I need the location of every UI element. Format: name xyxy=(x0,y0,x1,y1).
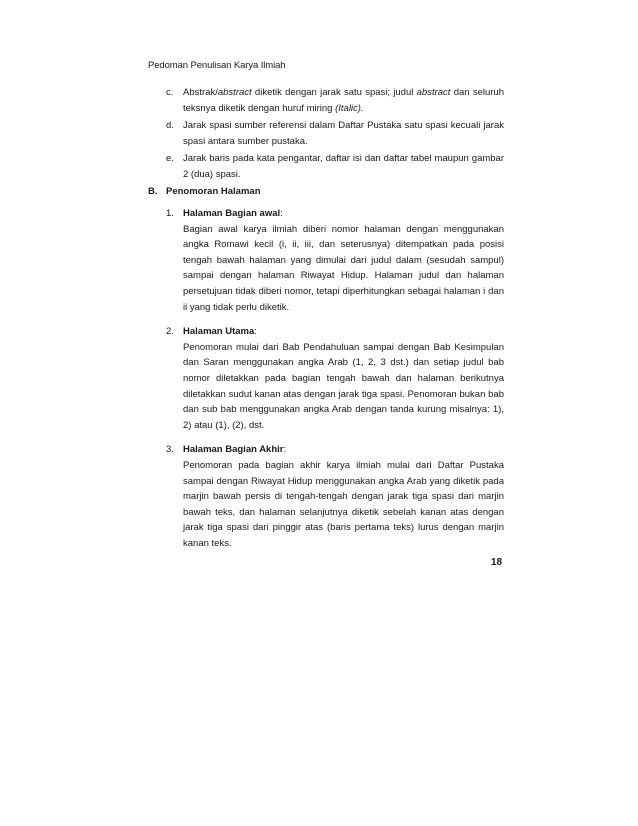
list-marker: 3. xyxy=(166,444,174,456)
item-title: Halaman Bagian awal xyxy=(183,208,281,219)
list-item xyxy=(166,206,504,315)
list-text: Abstrak/ xyxy=(183,87,218,98)
item-title-punct: : xyxy=(254,326,257,338)
item-body: Bagian awal karya ilmiah diberi nomor halaman dengan menggunakan angka Romawi kecil (i, ii, iii, dan seterusnya) ditempatkan pada posisi tengah bawah halaman yang dimulai dari judul dalam (sesudah sampul) sampai dengan halaman Riwayat Hidup. Halaman judul dan halaman persetujuan tidak diberi nomor, tetapi diperhitungkan sebagai halaman i dan ii yang tidak perlu diketik. xyxy=(183,223,504,313)
list-text: Jarak baris pada kata pengantar, daftar isi dan daftar tabel maupun gambar 2 (dua) spasi. xyxy=(183,153,504,180)
list-item xyxy=(166,442,504,551)
list-text-italic: (Italic). xyxy=(335,102,364,114)
list-text: diketik dengan jarak satu spasi; judul xyxy=(251,87,417,98)
running-header: Pedoman Penulisan Karya Ilmiah xyxy=(148,60,286,71)
item-title: Halaman Utama xyxy=(183,326,255,338)
item-body: Penomoran pada bagian akhir karya ilmiah mulai dari Daftar Pustaka sampai dengan Riwayat Hidup menggunakan angka Arab yang diketik pada marjin bawah persis di tengah-tengah dengan jarak tiga spasi dari marjin bawah teks, dan halaman selanjutnya diketik sebelah kanan atas dengan jarak tiga spasi dari pinggir atas (baris pertama teks) lurus dengan marjin kanan teks. xyxy=(183,459,504,549)
list-text: Jarak spasi sumber referensi dalam Daftar Pustaka satu spasi kecuali jarak spasi antara sumber pustaka. xyxy=(183,120,504,147)
list-item xyxy=(166,85,504,116)
section-title: Penomoran Halaman xyxy=(166,186,261,197)
list-item xyxy=(166,118,504,149)
list-marker: e. xyxy=(166,153,174,165)
page-number: 18 xyxy=(491,557,503,568)
list-marker: 2. xyxy=(166,326,174,338)
numbering-items-list xyxy=(166,206,504,560)
section-heading xyxy=(148,186,261,197)
item-body: Penomoran mulai dari Bab Pendahuluan sampai dengan Bab Kesimpulan dan Saran menggunakan angka Arab (1, 2, 3 dst.) dan setiap judul bab nomor diletakkan pada bagian tengah bawah dan halaman berikutnya diletakkan sudut kanan atas dengan jarak tiga spasi. Penomoran bukan bab dan sub bab menggunakan angka Arab dengan tanda kurung misalnya: 1), 2) atau (1), (2), dst. xyxy=(183,341,504,431)
item-title: Halaman Bagian Akhir xyxy=(183,444,284,456)
item-title-punct: : xyxy=(283,444,287,456)
item-title-punct: : xyxy=(280,208,283,219)
section-letter: B. xyxy=(148,186,158,197)
list-marker: 1. xyxy=(166,208,174,219)
list-text-italic: abstract xyxy=(416,87,451,98)
list-item xyxy=(166,324,504,433)
list-marker: d. xyxy=(166,120,174,132)
list-text-italic: abstract xyxy=(217,87,252,98)
spacing-rules-list xyxy=(166,85,504,185)
list-text: dan seluruh teksnya diketik dengan huruf miring xyxy=(183,87,504,114)
list-item xyxy=(166,151,504,182)
list-marker: c. xyxy=(166,87,174,98)
